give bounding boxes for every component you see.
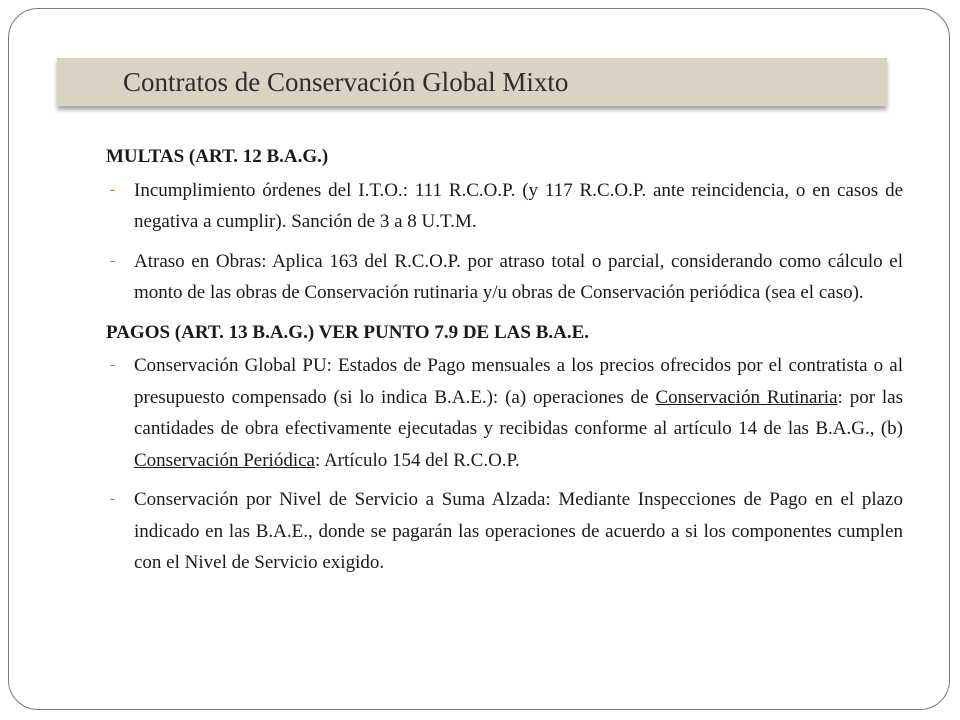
title-band bbox=[57, 58, 887, 106]
bullet-dash: - bbox=[110, 357, 115, 373]
bullet-atraso-obras bbox=[106, 246, 903, 309]
bullet-text-part: : Artículo 154 del R.C.O.P. bbox=[314, 449, 520, 471]
underlined-term-rutinaria: Conservación Rutinaria bbox=[655, 386, 838, 408]
bullet-dash: - bbox=[110, 252, 115, 269]
bullet-text: Conservación por Nivel de Servicio a Suma Alzada: Mediante Inspecciones de Pago en el plazo indicado en las B.A.E., donde se pagarán las operaciones de acuerdo a si los componentes cumplen con el Nivel de Servicio exigido. bbox=[134, 489, 903, 573]
bullet-dash: - bbox=[110, 181, 115, 198]
section-heading-multas: MULTAS (ART. 12 B.A.G.) bbox=[106, 146, 329, 167]
section-heading-pagos: PAGOS (ART. 13 B.A.G.) VER PUNTO 7.9 DE LAS B.A.E. bbox=[106, 321, 590, 343]
bullet-text-part: : por las cantidades de obra efectivamente ejecutadas y recibidas conforme al artículo 14 de las B.A.G., (b) bbox=[134, 386, 904, 439]
bullet-nivel-servicio bbox=[106, 484, 903, 579]
bullet-dash: - bbox=[110, 491, 115, 507]
bullet-text: Incumplimiento órdenes del I.T.O.: 111 R.C.O.P. (y 117 R.C.O.P. ante reincidencia, o en casos de negativa a cumplir). Sanción de 3 a 8 U.T.M. bbox=[134, 179, 903, 232]
bullet-text: Atraso en Obras: Aplica 163 del R.C.O.P. por atraso total o parcial, considerando como cálculo el monto de las obras de Conservación rutinaria y/u obras de Conservación periódica (sea el caso). bbox=[134, 250, 903, 303]
bullet-incumplimiento bbox=[106, 175, 903, 238]
bullet-conservacion-global-pu bbox=[106, 350, 903, 476]
slide-frame bbox=[8, 8, 950, 710]
bullet-text-part: Conservación Global PU: Estados de Pago mensuales a los precios ofrecidos por el contratista o al presupuesto compensado (si lo indica B.A.E.): (a) operaciones de bbox=[134, 355, 903, 408]
slide-body bbox=[106, 141, 903, 587]
slide-title: Contratos de Conservación Global Mixto bbox=[123, 67, 569, 97]
underlined-term-periodica: Conservación Periódica bbox=[134, 449, 315, 471]
